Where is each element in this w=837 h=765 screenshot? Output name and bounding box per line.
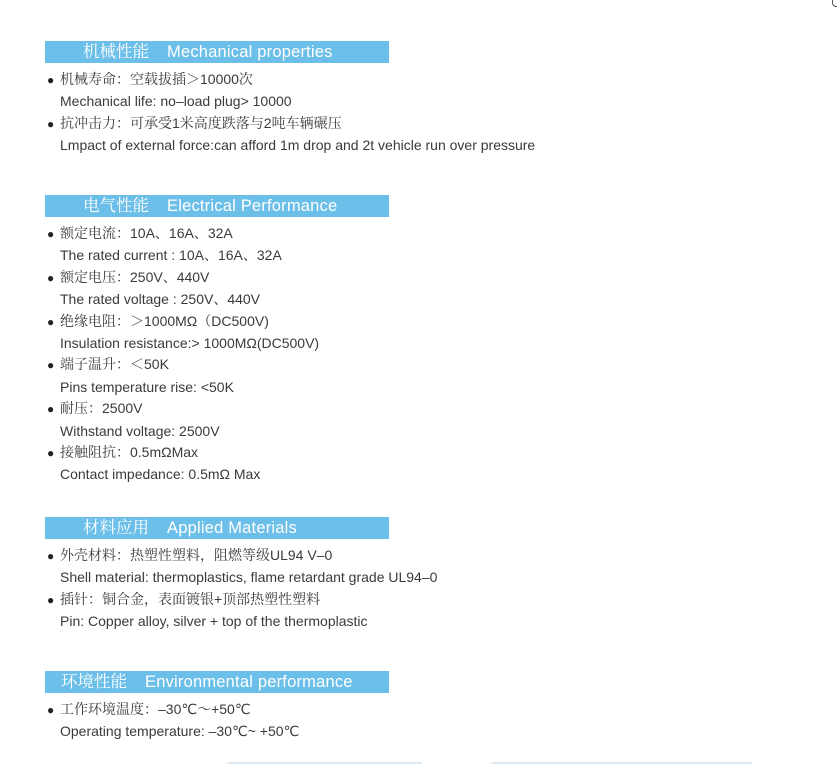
spec-item-en: Lmpact of external force:can afford 1m drop and 2t vehicle run over pressure	[60, 137, 536, 154]
section-environmental	[45, 671, 605, 743]
bullet-icon: ●	[47, 703, 55, 717]
section-items	[45, 545, 605, 633]
bullet-icon: ●	[47, 549, 55, 563]
spec-item-en: Insulation resistance:> 1000MΩ(DC500V)	[60, 335, 320, 352]
spec-item-zh: ● 额定电压：250V、440V	[45, 267, 605, 289]
spec-item-zh: ● 工作环境温度：–30℃～+50℃	[45, 699, 605, 721]
spec-item-en: Pins temperature rise: <50K	[60, 378, 234, 395]
section-title-zh: 机械性能	[83, 43, 149, 61]
spec-item-zh: ● 外壳材料：热塑性塑料，阻燃等级UL94 V–0	[45, 545, 605, 567]
spec-item-en: Pin: Copper alloy, silver + top of the thermoplastic	[60, 613, 368, 630]
section-header-electrical	[45, 195, 389, 217]
spec-item-en: Withstand voltage: 2500V	[60, 422, 220, 439]
section-mechanical	[45, 41, 605, 157]
spec-item-zh: ● 额定电流：10A、16A、32A	[45, 223, 605, 245]
bullet-icon: ●	[47, 227, 55, 241]
spec-item-zh: ● 接触阻抗：0.5mΩMax	[45, 442, 605, 464]
section-header-materials	[45, 517, 389, 539]
section-header-environmental	[45, 671, 389, 693]
section-materials	[45, 517, 605, 633]
section-header-mechanical	[45, 41, 389, 63]
spec-item-en: The rated current : 10A、16A、32A	[60, 247, 282, 264]
spec-item-zh: ● 绝缘电阻：＞1000MΩ（DC500V)	[45, 311, 605, 333]
bullet-icon: ●	[47, 358, 55, 373]
bullet-icon: ●	[47, 314, 55, 329]
spec-item-zh: ● 耐压：2500V	[45, 398, 605, 420]
bullet-icon: ●	[47, 116, 55, 131]
section-items	[45, 699, 605, 743]
section-electrical	[45, 195, 605, 486]
spec-item-zh: ● 插针：铜合金，表面镀银+顶部热塑性塑料	[45, 589, 605, 611]
section-title-zh: 环境性能	[61, 673, 127, 691]
spec-item-en: Shell material: thermoplastics, flame retardant grade UL94–0	[60, 569, 438, 586]
bottom-divider-right	[492, 762, 752, 764]
section-title-zh: 材料应用	[83, 519, 149, 537]
bullet-icon: ●	[47, 592, 55, 607]
section-title-en: Environmental performance	[145, 673, 353, 691]
corner-curve-mark	[832, 0, 837, 7]
section-title-en: Applied Materials	[167, 519, 297, 537]
spec-item-en: Operating temperature: –30℃~ +50℃	[60, 723, 300, 740]
spec-item-en: Mechanical life: no–load plug> 10000	[60, 93, 292, 110]
spec-item-zh: ● 抗冲击力：可承受1米高度跌落与2吨车辆碾压	[45, 113, 605, 135]
section-title-zh: 电气性能	[83, 197, 149, 215]
spec-item-zh: ● 机械寿命：空载拔插＞10000次	[45, 69, 605, 91]
spec-item-zh: ● 端子温升：＜50K	[45, 354, 605, 376]
spec-item-en: Contact impedance: 0.5mΩ Max	[60, 466, 261, 483]
bottom-divider-left	[228, 762, 422, 764]
section-title-en: Mechanical properties	[167, 43, 333, 61]
bullet-icon: ●	[47, 402, 55, 417]
spec-item-en: The rated voltage : 250V、440V	[60, 291, 261, 308]
bullet-icon: ●	[47, 446, 55, 461]
section-items	[45, 223, 605, 486]
section-items	[45, 69, 605, 157]
section-title-en: Electrical Performance	[167, 197, 338, 215]
bullet-icon: ●	[47, 270, 55, 285]
bullet-icon: ●	[47, 73, 55, 87]
